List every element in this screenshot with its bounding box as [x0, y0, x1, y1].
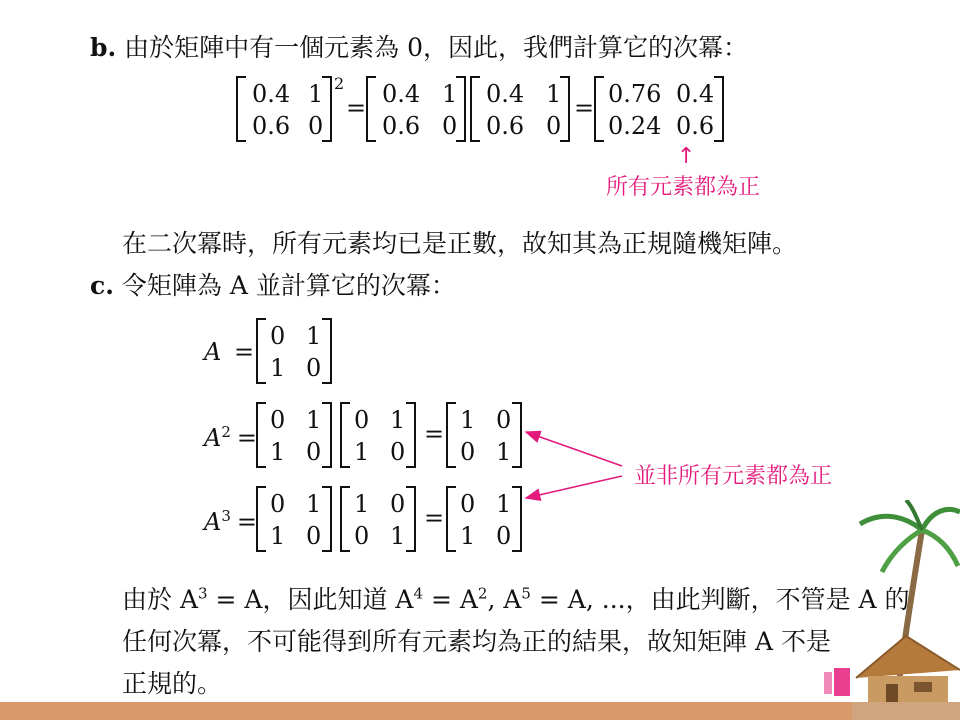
paragraph-line-1: 由於 $A^3 = A$，因此知道 $A^4 = A^2$, $A^5 = A$, ...，由此判斷，不管是 A 的 — [122, 584, 910, 614]
label-A-squared: $A^2$ = — [204, 423, 257, 452]
matrix-A2-result: 1 0 0 1 — [446, 402, 522, 468]
matrix-A2-left: 0 1 1 0 — [256, 402, 332, 468]
equals-sign: = — [346, 94, 367, 122]
matrix-b-base: 0.4 1 0.6 0 — [236, 76, 332, 142]
section-c-intro: 令矩陣為 A 並計算它的次冪： — [121, 271, 456, 300]
pink-square-small — [824, 672, 832, 694]
bottom-stripe — [0, 702, 960, 720]
paragraph-line-2: 任何次冪，不可能得到所有元素均為正的結果，故知矩陣 A 不是 — [122, 627, 831, 656]
equals-sign: = — [424, 420, 445, 448]
equals-sign: = — [574, 94, 595, 122]
paragraph-line-3: 正規的。 — [122, 669, 223, 698]
matrix-A3-right: 1 0 0 1 — [340, 486, 416, 552]
label-A-cubed: $A^3$ = — [204, 507, 257, 536]
matrix-A2-right: 0 1 1 0 — [340, 402, 416, 468]
section-b-conclusion: 在二次冪時，所有元素均已是正數，故知其為正規隨機矩陣。 — [122, 229, 798, 258]
equals-sign: = — [234, 338, 255, 366]
pink-square-large — [834, 668, 850, 696]
matrix-A: 0 1 1 0 — [256, 318, 332, 384]
section-b-intro: 由於矩陣中有一個元素為 0，因此，我們計算它的次冪： — [124, 33, 748, 62]
section-c-label: c. — [90, 271, 114, 300]
label-A: A — [204, 338, 222, 366]
palm-hut-illustration-icon — [852, 500, 960, 720]
note-not-all-positive: 並非所有元素都為正 — [634, 464, 833, 489]
matrix-b-left: 0.4 1 0.6 0 — [366, 76, 466, 142]
up-arrow-icon: ↑ — [677, 144, 696, 169]
matrix-A3-left: 0 1 1 0 — [256, 486, 332, 552]
matrix-b-right: 0.4 1 0.6 0 — [470, 76, 570, 142]
power-2: 2 — [334, 74, 345, 93]
section-b-label: b. — [90, 33, 117, 62]
matrix-A3-result: 0 1 1 0 — [446, 486, 522, 552]
note-all-positive: 所有元素都為正 — [606, 175, 761, 200]
matrix-b-result: 0.76 0.4 0.24 0.6 — [594, 76, 724, 142]
equals-sign: = — [424, 504, 445, 532]
